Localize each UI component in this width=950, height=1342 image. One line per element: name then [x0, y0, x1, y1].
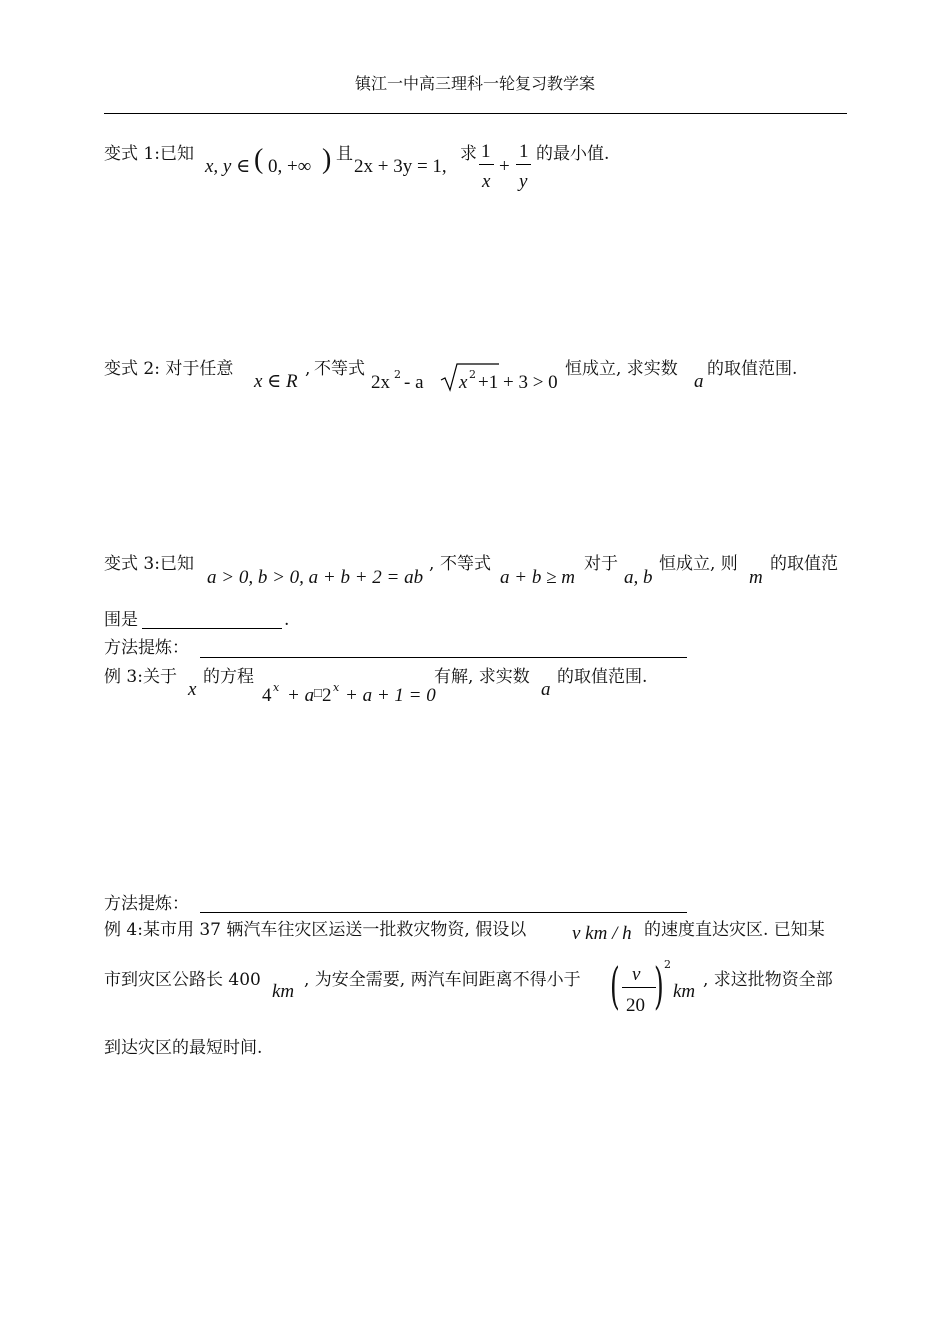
v3-mid2: 对于: [584, 554, 618, 574]
method1-answer-blank[interactable]: [200, 657, 687, 658]
v3-ab: a, b: [624, 567, 653, 588]
ex4-line1-unit: v km / h: [572, 923, 632, 944]
ex4-line2-a: 市到灾区公路长 400: [104, 970, 261, 990]
v1-frac1-bar: [479, 164, 494, 165]
v2-rad-x: x: [459, 372, 468, 393]
v1-frac1-num: 1: [481, 141, 491, 162]
v1-frac2-bar: [516, 164, 531, 165]
ex3-e1-sup: x: [273, 681, 280, 694]
ex4-frac-close-paren: ): [654, 957, 664, 1015]
page-header-title: 镇江一中高三理科一轮复习教学案: [354, 74, 595, 93]
ex3-e4: + a + 1 = 0: [345, 685, 436, 706]
ex3-label: 例 3:关于: [104, 667, 177, 687]
ex4-line2-c: , 求这批物资全部: [703, 970, 833, 990]
v1-set: x, y ∈: [205, 156, 251, 177]
v1-plus: +: [499, 156, 510, 177]
v3-answer-blank[interactable]: [142, 628, 282, 629]
v2-mid: 不等式: [314, 359, 365, 379]
ex3-e3: 2: [322, 685, 332, 706]
v3-mid: 不等式: [440, 554, 491, 574]
v1-condition: 2x + 3y = 1,: [354, 156, 447, 177]
v2-var-a: a: [694, 371, 704, 392]
v1-qiu: 求: [460, 144, 477, 164]
v3-line2: 围是: [104, 610, 138, 630]
v2-tail2: 的取值范围.: [707, 359, 798, 379]
v1-frac2-den: y: [519, 171, 528, 192]
ex4-line2-b: , 为安全需要, 两汽车间距离不得小于: [304, 970, 581, 990]
v1-frac2-num: 1: [519, 141, 529, 162]
ex4-line3: 到达灾区的最短时间.: [104, 1038, 263, 1058]
v1-interval-body: 0, +∞: [268, 156, 312, 177]
v3-tail: 的取值范: [770, 554, 838, 574]
ex3-e2-box: □: [314, 685, 322, 700]
v3-m: m: [749, 567, 763, 588]
v2-rad-tail: +1: [478, 372, 499, 393]
v3-inequality: a + b ≥ m: [500, 567, 575, 588]
v2-expr-2x: 2x: [371, 372, 390, 393]
ex3-x: x: [188, 679, 197, 700]
method1-label: 方法提炼：: [104, 638, 189, 658]
v3-mid3: 恒成立, 则: [659, 554, 738, 574]
ex4-frac-open-paren: (: [610, 957, 620, 1015]
v3-label: 变式 3:已知: [104, 554, 194, 574]
v1-tail: 的最小值.: [536, 144, 610, 164]
v2-comma: ,: [305, 359, 311, 379]
v2-rad-x-sup: 2: [469, 368, 476, 381]
v2-expr-2x-sup: 2: [394, 368, 401, 381]
v2-label: 变式 2: 对于任意: [104, 359, 234, 379]
ex4-frac-bar: [622, 987, 656, 988]
v3-comma: ,: [429, 554, 435, 574]
v1-interval-open: (: [254, 144, 264, 175]
ex4-frac-sup: 2: [664, 958, 671, 971]
ex3-a: a: [541, 679, 551, 700]
v1-qie: 且: [336, 144, 353, 164]
v1-label: 变式 1:已知: [104, 144, 194, 164]
v1-frac1-den: x: [482, 171, 491, 192]
v2-x-in-r: x ∈ R: [254, 371, 298, 392]
ex3-tail: 的取值范围.: [557, 667, 648, 687]
ex3-mid2: 有解, 求实数: [434, 667, 530, 687]
v1-interval-close: ): [322, 144, 332, 175]
ex4-frac-den: 20: [626, 995, 645, 1016]
v2-tail: 恒成立, 求实数: [565, 359, 678, 379]
method2-answer-blank[interactable]: [200, 912, 687, 913]
ex4-line1-b: 的速度直达灾区. 已知某: [644, 920, 825, 940]
ex3-mid: 的方程: [203, 667, 254, 687]
v3-dot: .: [284, 610, 290, 630]
ex3-e2: + a: [287, 685, 315, 706]
ex3-e1: 4: [262, 685, 272, 706]
header-rule: [104, 113, 847, 114]
ex4-line1-a: 例 4:某市用 37 辆汽车往灾区运送一批救灾物资, 假设以: [104, 920, 527, 940]
v2-expr-tail: + 3 > 0: [503, 372, 558, 393]
ex4-line2-km2: km: [673, 981, 696, 1002]
v3-condition: a > 0, b > 0, a + b + 2 = ab: [207, 567, 424, 588]
ex3-e3-sup: x: [333, 681, 340, 694]
ex4-line2-km: km: [272, 981, 295, 1002]
ex4-frac-num: v: [632, 964, 641, 985]
method2-label: 方法提炼：: [104, 894, 189, 914]
v2-expr-minus-a: - a: [404, 372, 424, 393]
